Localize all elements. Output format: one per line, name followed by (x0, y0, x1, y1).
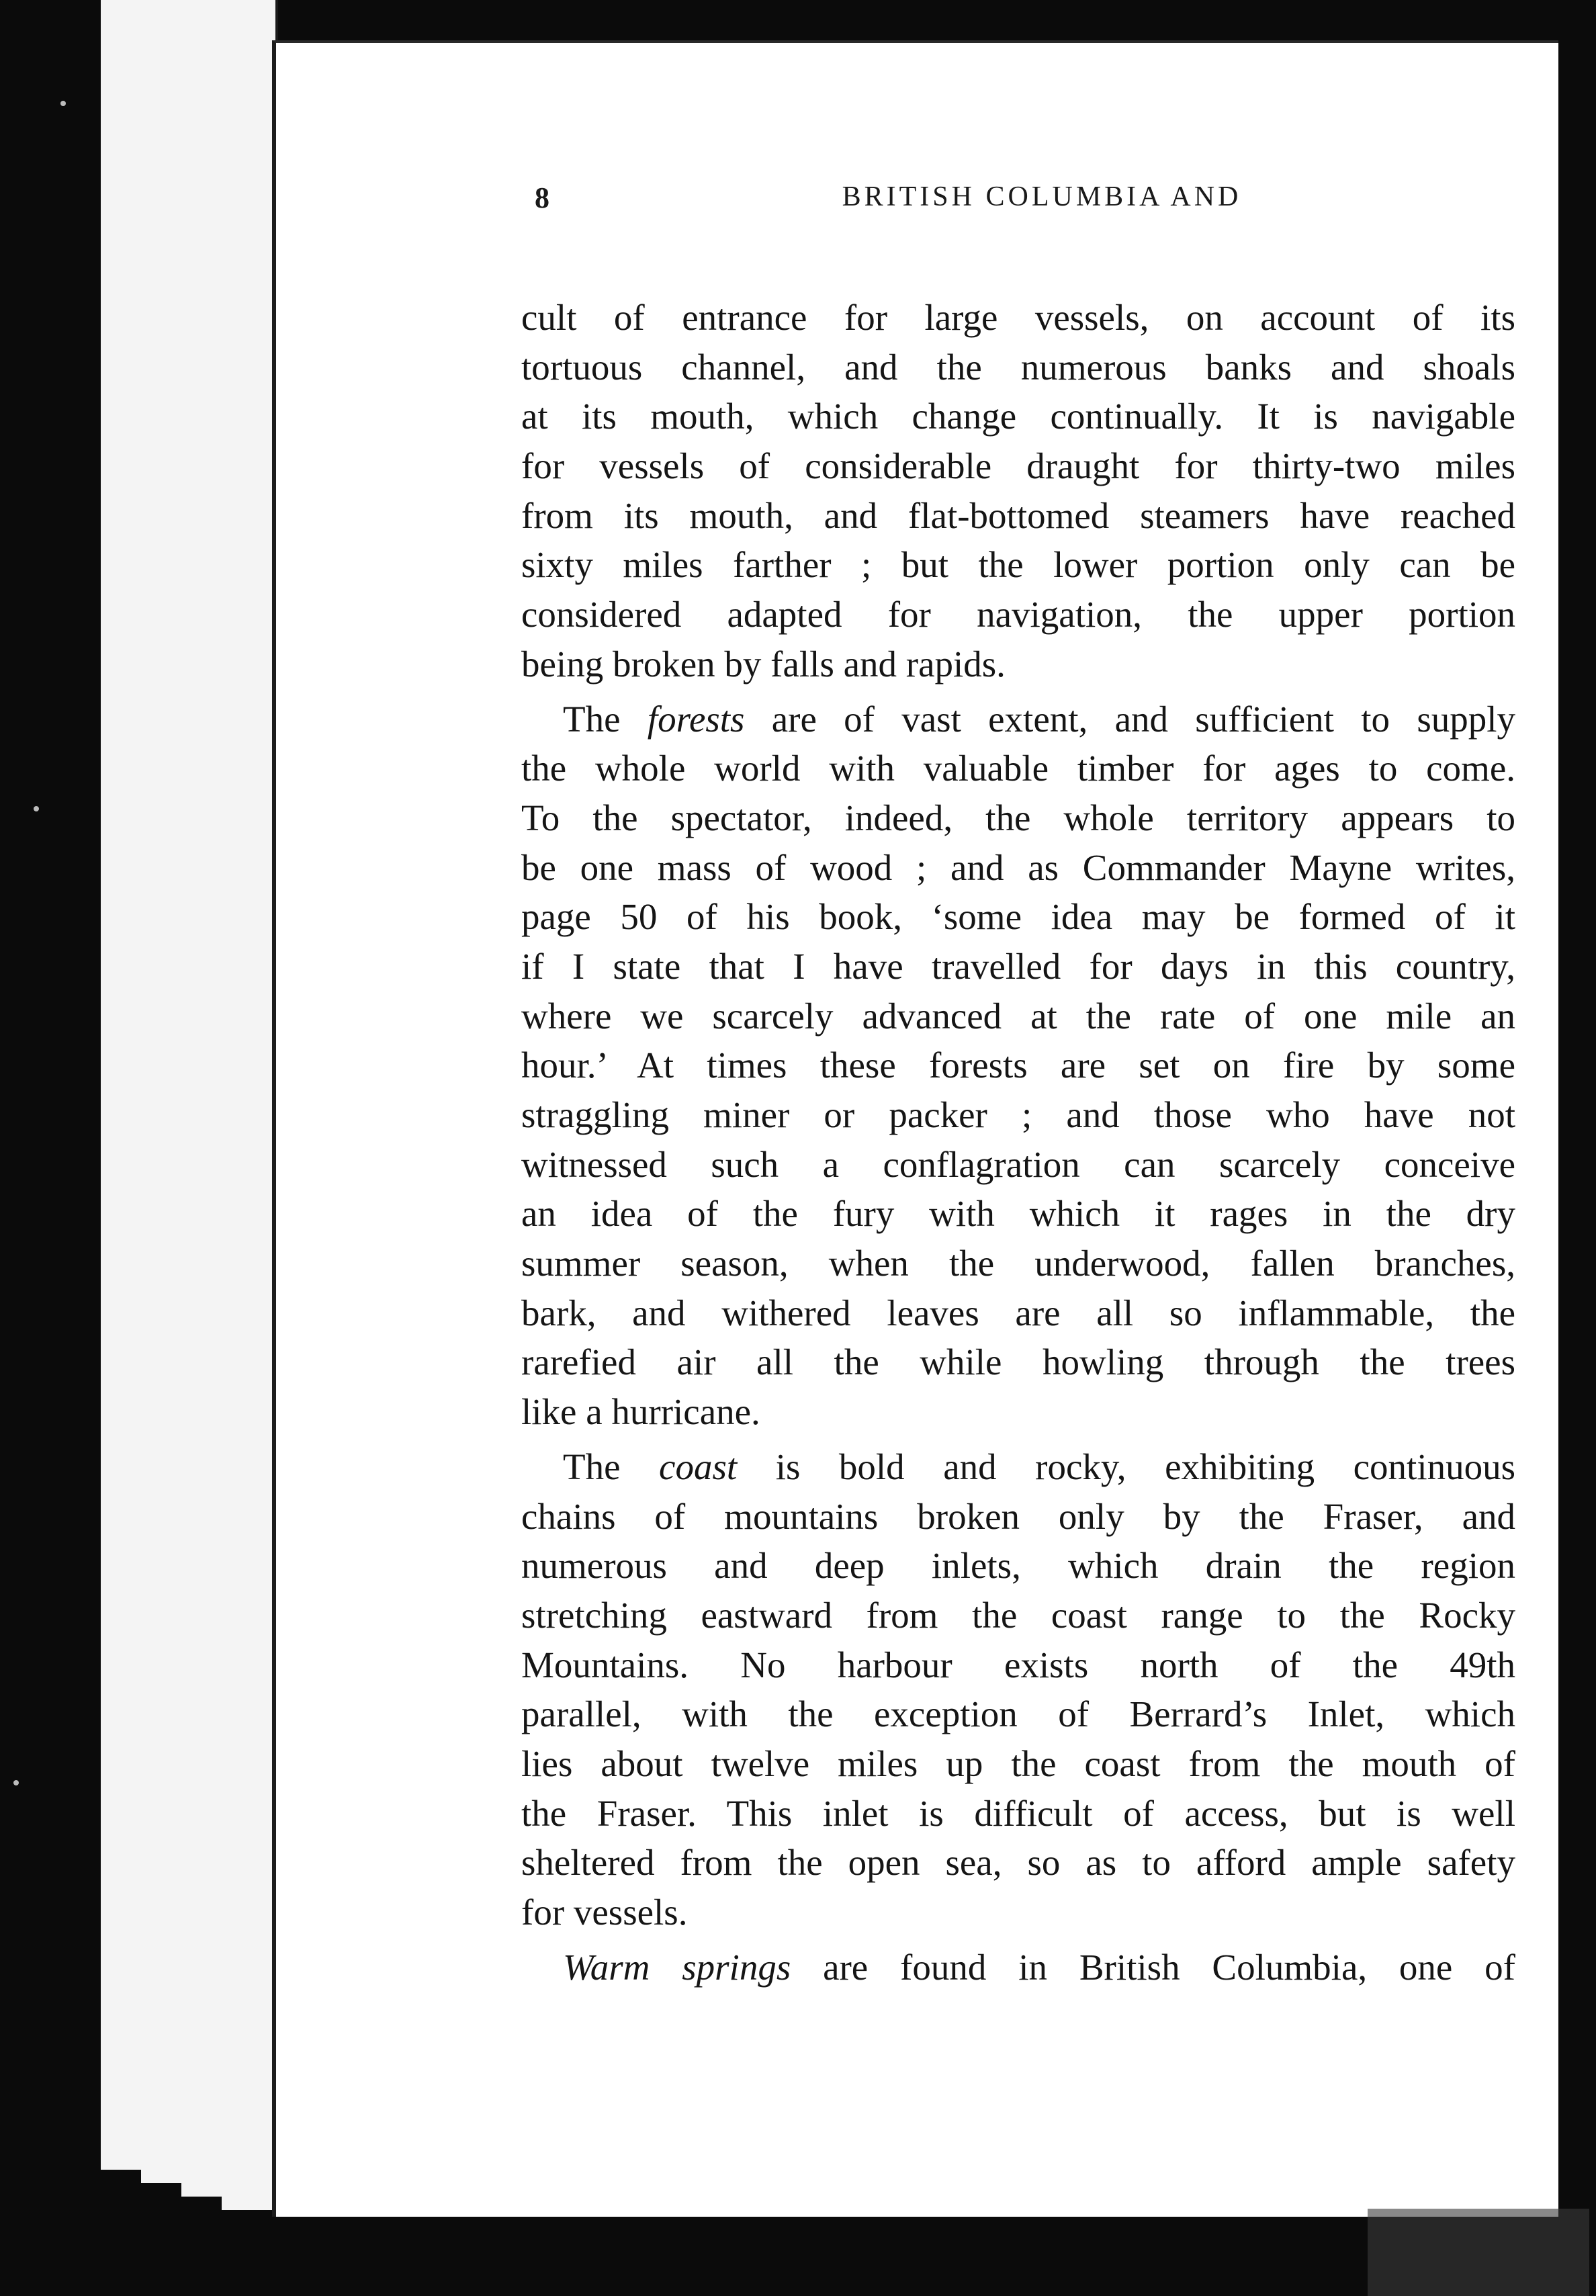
text-line-rest: are found in British Columbia, one of (823, 1946, 1516, 1988)
running-head: BRITISH COLUMBIA AND (842, 181, 1242, 212)
text-line: stretching eastward from the coast range to the Rocky (521, 1594, 1515, 1636)
text-line: hour.’ At times these forests are set on fire by some (521, 1045, 1515, 1086)
emphasis-warm-springs: Warm springs (563, 1946, 791, 1988)
text-line: from its mouth, and flat-bottomed steamers have reached (521, 494, 1515, 536)
text-line: the whole world with valuable timber for ages to come. (521, 748, 1515, 789)
emphasis-coast: coast (659, 1446, 738, 1487)
page-header (535, 181, 1489, 228)
scan-speck (34, 806, 39, 811)
emphasis-forests: forests (647, 698, 745, 740)
text-line: To the spectator, indeed, the whole territory appears to (521, 797, 1515, 838)
text-line: tortuous channel, and the numerous banks and shoals (521, 346, 1515, 388)
text-line: at its mouth, which change continually. It is navigable (521, 396, 1515, 437)
text-line (521, 695, 1515, 744)
text-line: cult of entrance for large vessels, on account of its (521, 297, 1515, 338)
scan-speck (60, 101, 66, 106)
text-line: summer season, when the underwood, fallen branches, (521, 1243, 1515, 1284)
paragraph-lead: The (563, 698, 648, 740)
text-line: sheltered from the open sea, so as to afford ample safety (521, 1842, 1515, 1884)
text-line-rest: is bold and rocky, exhibiting continuous (775, 1446, 1516, 1487)
scan-speck (13, 1780, 19, 1785)
page-number: 8 (535, 181, 549, 214)
text-line: bark, and withered leaves are all so inflammable, the (521, 1292, 1515, 1333)
text-line: chains of mountains broken only by the Fraser, and (521, 1495, 1515, 1537)
text-line: being broken by falls and rapids. (521, 643, 1006, 685)
text-line: for vessels of considerable draught for thirty-two miles (521, 445, 1515, 487)
text-line: witnessed such a conflagration can scarcely conceive (521, 1143, 1515, 1185)
text-line: be one mass of wood ; and as Commander Mayne writes, (521, 846, 1515, 888)
text-line (521, 1442, 1515, 1492)
text-line: straggling miner or packer ; and those who have not (521, 1094, 1515, 1135)
scan-noise (1368, 2209, 1589, 2296)
text-line: rarefied air all the while howling through the trees (521, 1341, 1515, 1383)
text-line: sixty miles farther ; but the lower portion only can be (521, 544, 1515, 586)
text-line: an idea of the fury with which it rages in the dry (521, 1193, 1515, 1235)
text-line: for vessels. (521, 1892, 688, 1933)
text-line: Mountains. No harbour exists north of the 49th (521, 1644, 1515, 1685)
text-line: the Fraser. This inlet is difficult of access, but is well (521, 1792, 1515, 1834)
text-line: considered adapted for navigation, the upper portion (521, 594, 1515, 635)
paragraph-lead: The (563, 1446, 660, 1487)
book-page (272, 40, 1558, 2217)
text-line: like a hurricane. (521, 1391, 760, 1433)
text-line: parallel, with the exception of Berrard’s Inlet, which (521, 1693, 1515, 1735)
text-line (521, 1943, 1515, 1992)
text-line: if I state that I have travelled for days in this country, (521, 945, 1515, 987)
text-line: where we scarcely advanced at the rate of one mile an (521, 995, 1515, 1036)
text-line: numerous and deep inlets, which drain the region (521, 1545, 1515, 1587)
text-line: page 50 of his book, ‘some idea may be formed of it (521, 896, 1515, 938)
page-edge (222, 0, 278, 2210)
text-line-rest: are of vast extent, and sufficient to supply (771, 698, 1515, 740)
body-text (521, 293, 1515, 1992)
text-line: lies about twelve miles up the coast from the mouth of (521, 1742, 1515, 1784)
